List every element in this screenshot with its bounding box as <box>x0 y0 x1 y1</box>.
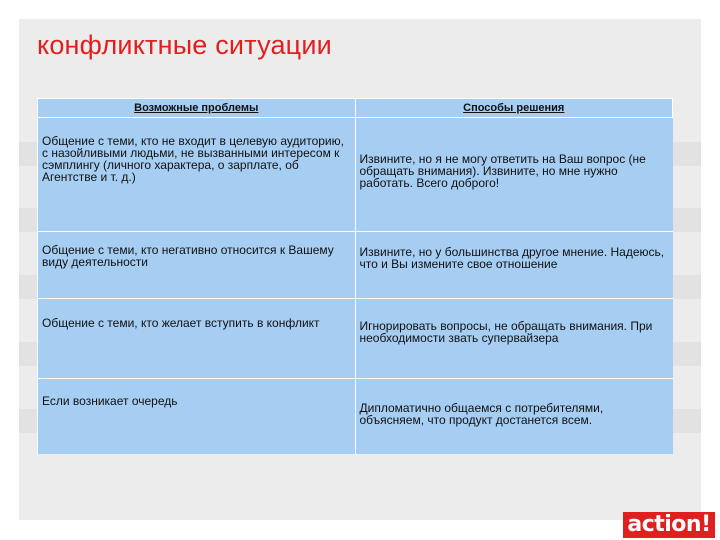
solution-cell: Игнорировать вопросы, не обращать внимания. При необходимости звать супервайзера <box>355 299 673 379</box>
table-header-row <box>38 99 673 118</box>
conflict-table <box>37 98 673 454</box>
table-row <box>38 118 673 232</box>
table-row <box>38 232 673 299</box>
table-row <box>38 299 673 379</box>
header-solutions: Способы решения <box>355 99 673 118</box>
solution-cell: Дипломатично общаемся с потребителями, объясняем, что продукт достанется всем. <box>355 379 673 455</box>
header-problems: Возможные проблемы <box>38 99 356 118</box>
problem-cell: Общение с теми, кто желает вступить в конфликт <box>38 299 356 379</box>
solution-cell: Извините, но я не могу ответить на Ваш вопрос (не обращать внимания). Извините, но мне нужно работать. Всего доброго! <box>355 118 673 232</box>
brand-logo: action! <box>623 512 715 538</box>
slide-title: конфликтные ситуации <box>37 30 332 60</box>
problem-cell: Общение с теми, кто не входит в целевую аудиторию, с назойливыми людьми, не вызванными интересом к сэмплингу (личного характера, о зарплате, об Агентстве и т. д.) <box>38 118 356 232</box>
solution-cell: Извините, но у большинства другое мнение. Надеюсь, что и Вы измените свое отношение <box>355 232 673 299</box>
problem-cell: Если возникает очередь <box>38 379 356 455</box>
problem-cell: Общение с теми, кто негативно относится к Вашему виду деятельности <box>38 232 356 299</box>
table-row <box>38 379 673 455</box>
